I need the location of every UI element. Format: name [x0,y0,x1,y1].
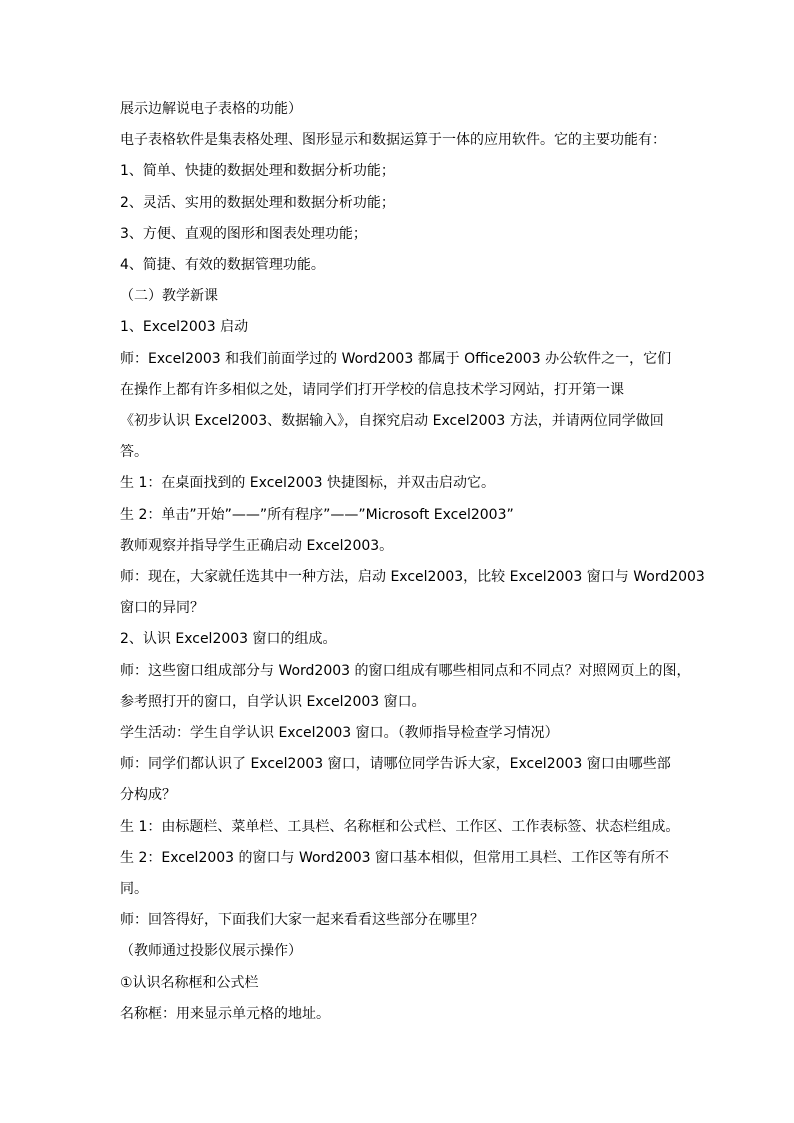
text-line: 分构成？ [120,787,176,804]
text-line: 答。 [120,444,148,461]
text-line: 生 2：Excel2003 的窗口与 Word2003 窗口基本相似，但常用工具栏、工作区等有所不 [120,849,670,866]
text-line: 在操作上都有许多相似之处，请同学们打开学校的信息技术学习网站，打开第一课 [120,381,624,398]
text-line: 师：同学们都认识了 Excel2003 窗口，请哪位同学告诉大家，Excel2003 窗口由哪些部 [120,756,671,773]
subsection-heading: 2、认识 Excel2003 窗口的组成。 [120,631,337,648]
section-heading: （二）教学新课 [120,288,218,305]
text-line: 教师观察并指导学生正确启动 Excel2003。 [120,537,394,554]
subsection-heading: ①认识名称框和公式栏 [120,974,259,991]
text-line: 《初步认识 Excel2003、数据输入》，自探究启动 Excel2003 方法，并请两位同学做回 [120,413,664,430]
text-line: 参考照打开的窗口，自学认识 Excel2003 窗口。 [120,693,426,710]
subsection-heading: 1、Excel2003 启动 [120,319,249,336]
text-line: 师：这些窗口组成部分与 Word2003 的窗口组成有哪些相同点和不同点？对照网页上的图， [120,662,691,679]
text-line: 展示边解说电子表格的功能） [120,101,302,117]
text-line: 窗口的异同？ [120,600,204,617]
list-item: 2、灵活、实用的数据处理和数据分析功能； [120,194,395,211]
text-line: 同。 [120,881,148,898]
text-line: 名称框：用来显示单元格的地址。 [120,1005,330,1022]
text-line: 生 1：在桌面找到的 Excel2003 快捷图标，并双击启动它。 [120,475,495,492]
list-item: 1、简单、快捷的数据处理和数据分析功能； [120,163,395,180]
text-line: （教师通过投影仪展示操作） [120,943,302,960]
text-line: 学生活动：学生自学认识 Excel2003 窗口。（教师指导检查学习情况） [120,725,559,742]
text-line: 师：Excel2003 和我们前面学过的 Word2003 都属于 Office2003 办公软件之一，它们 [120,350,672,367]
list-item: 4、简捷、有效的数据管理功能。 [120,257,325,274]
document-body [120,94,705,1030]
text-line: 电子表格软件是集表格处理、图形显示和数据运算于一体的应用软件。它的主要功能有： [120,132,666,149]
text-line: 生 1：由标题栏、菜单栏、工具栏、名称框和公式栏、工作区、工作表标签、状态栏组成。 [120,818,680,835]
list-item: 3、方便、直观的图形和图表处理功能； [120,225,367,242]
text-line: 师：回答得好，下面我们大家一起来看看这些部分在哪里？ [120,912,484,929]
text-line: 生 2：单击”开始”——”所有程序”——”Microsoft Excel2003” [120,506,514,523]
text-line: 师：现在，大家就任选其中一种方法，启动 Excel2003，比较 Excel2003 窗口与 Word2003 [120,569,705,586]
